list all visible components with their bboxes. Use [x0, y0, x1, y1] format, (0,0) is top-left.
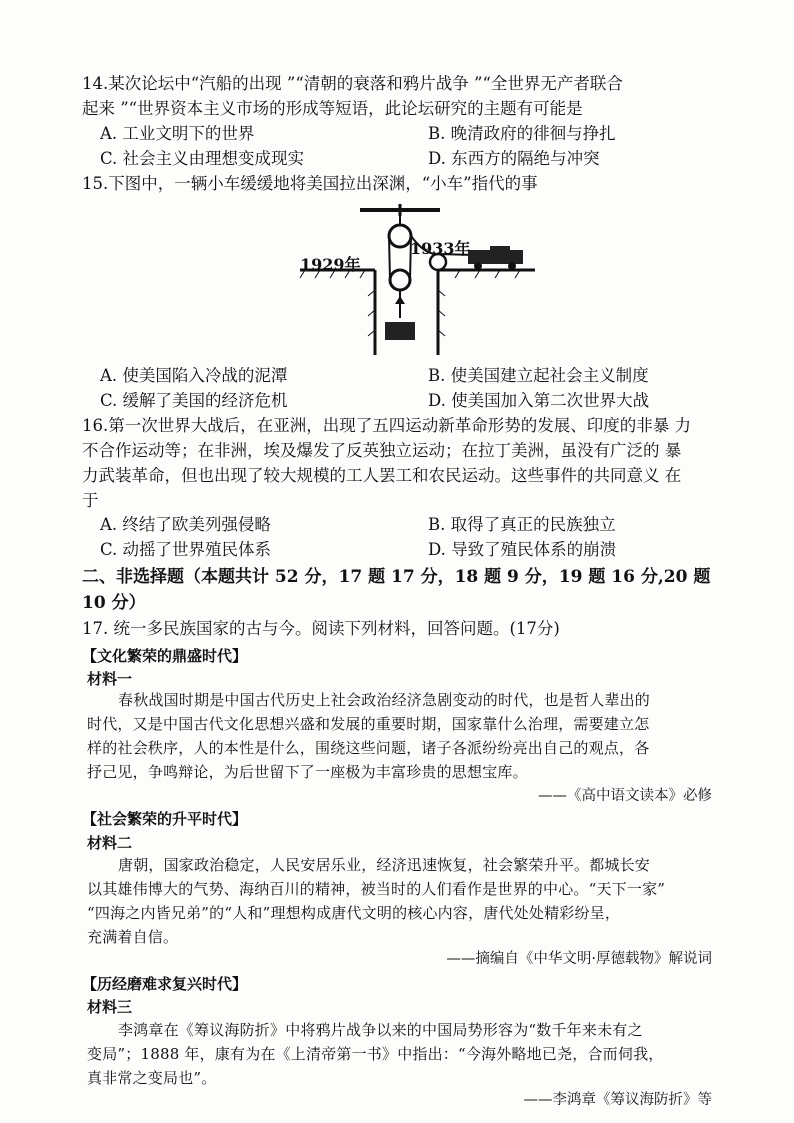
q16-stem-line3: 力武装革命，但也出现了较大规模的工人罢工和农民运动。这些事件的共同意义 在	[82, 466, 682, 485]
material1-body	[87, 688, 712, 784]
q14-stem-line1: 14.某次论坛中“汽船的出现 ”“清朝的衰落和鸦片战争 ”“全世界无产者联合	[82, 74, 623, 93]
material3-line3: 真非常之变局也”。	[87, 1069, 217, 1087]
pulley-cartoon	[290, 200, 550, 360]
material3-heading: 【历经磨难求复兴时代】	[82, 975, 248, 993]
section2-title-line2: 10 分）	[82, 593, 146, 613]
q14-option-a: A. 工业文明下的世界	[100, 124, 255, 143]
material3-label: 材料三	[87, 998, 133, 1016]
q16-option-a: A. 终结了欧美列强侵略	[100, 515, 271, 534]
q15-figure	[290, 200, 550, 360]
material1-line1: 春秋战国时期是中国古代历史上社会政治经济急剧变动的时代，也是哲人辈出的	[118, 691, 651, 709]
q15-option-b: B. 使美国建立起社会主义制度	[428, 366, 649, 385]
q16-option-c: C. 动摇了世界殖民体系	[100, 540, 272, 559]
q15-option-c: C. 缓解了美国的经济危机	[100, 391, 288, 410]
q16-stem-line1: 16.第一次世界大战后，在亚洲，出现了五四运动新革命形势的发展、印度的非暴 力	[82, 416, 691, 435]
material2-line3: “四海之内皆兄弟”的“人和”理想构成唐代文明的核心内容，唐代处处精彩纷呈，	[87, 904, 621, 922]
figure-label-1929: 1929年	[300, 255, 361, 274]
material2-body	[87, 853, 712, 949]
material2-line1: 唐朝，国家政治稳定，人民安居乐业，经济迅速恢复，社会繁荣升平。都城长安	[118, 856, 651, 874]
q15-option-d: D. 使美国加入第二次世界大战	[428, 391, 650, 410]
material1-label: 材料一	[87, 670, 133, 688]
material2-label: 材料二	[87, 834, 133, 852]
material3-line1: 李鸿章在《筹议海防折》中将鸦片战争以来的中国局势形容为“数千年来未有之	[118, 1021, 643, 1039]
q17-stem: 17. 统一多民族国家的古与今。阅读下列材料，回答问题。(17分)	[82, 619, 560, 638]
material1-line4: 抒己见，争鸣辩论，为后世留下了一座极为丰富珍贵的思想宝库。	[87, 763, 528, 781]
material3-body	[87, 1018, 712, 1090]
material2-source: ——摘编自《中华文明·厚德载物》解说词	[446, 951, 712, 967]
section2-title-line1: 二、非选择题（本题共计 52 分，17 题 17 分，18 题 9 分，19 题 16 分,20 题	[82, 567, 711, 587]
q14-option-c: C. 社会主义由理想变成现实	[100, 149, 305, 168]
material1-line3: 样的社会秩序，人的本性是什么，围绕这些问题，诸子各派纷纷亮出自己的观点，各	[87, 739, 650, 757]
material1-source: ——《高中语文读本》必修	[538, 788, 712, 804]
q14-option-d: D. 东西方的隔绝与冲突	[428, 149, 600, 168]
material2-line2: 以其雄伟博大的气势、海纳百川的精神，被当时的人们看作是世界的中心。“天下一家”	[87, 880, 666, 898]
material1-heading: 【文化繁荣的鼎盛时代】	[82, 647, 248, 665]
material3-line2: 变局”；1888 年，康有为在《上清帝第一书》中指出：“今海外略地已尧，合而伺我，	[87, 1045, 664, 1063]
material2-line4: 充满着自信。	[87, 928, 179, 946]
material1-line2: 时代，又是中国古代文化思想兴盛和发展的重要时期，国家靠什么治理，需要建立怎	[87, 715, 650, 733]
q15-option-a: A. 使美国陷入冷战的泥潭	[100, 366, 288, 385]
q16-option-d: D. 导致了殖民体系的崩溃	[428, 540, 617, 559]
q16-option-b: B. 取得了真正的民族独立	[428, 515, 616, 534]
q15-stem: 15.下图中，一辆小车缓缓地将美国拉出深渊，“小车”指代的事	[82, 174, 538, 193]
q14-stem-line2: 起来 ”“世界资本主义市场的形成等短语，此论坛研究的主题有可能是	[82, 99, 583, 118]
material2-heading: 【社会繁荣的升平时代】	[82, 810, 248, 828]
q16-stem-line4: 于	[82, 491, 99, 510]
material3-source: ——李鸿章《筹议海防折》等	[523, 1092, 712, 1108]
q14-option-b: B. 晚清政府的徘徊与挣扎	[428, 124, 616, 143]
figure-label-1933: 1933年	[410, 239, 471, 258]
q16-stem-line2: 不合作运动等；在非洲，埃及爆发了反英独立运动；在拉丁美洲，虽没有广泛的 暴	[82, 441, 682, 460]
